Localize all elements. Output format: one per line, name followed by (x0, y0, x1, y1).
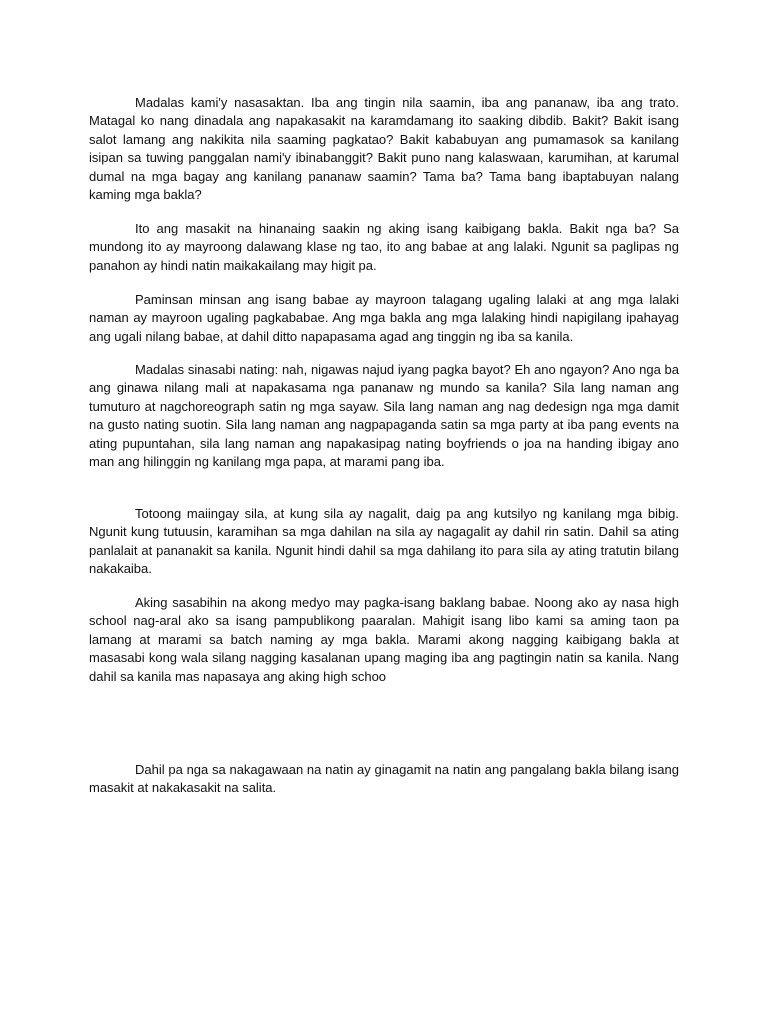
paragraph-7-text: Dahil pa nga sa nakagawaan na natin ay ginagamit na natin ang pangalang bakla bilang isang masakit at nakakasakit na salita. (89, 762, 679, 796)
paragraph-7 (89, 761, 679, 798)
paragraph-5-text: Totoong maiingay sila, at kung sila ay nagalit, daig pa ang kutsilyo ng kanilang mga bibig. Ngunit kung tutuusin, karamihan sa mga dahilan na sila ay nagagalit ay dahil rin satin. Dahil sa ating panlalait at pananakit sa kanila. Ngunit hindi dahil sa mga dahilang ito para sila ay ating tratutin bilang nakakaiba. (89, 506, 679, 577)
paragraph-4 (89, 361, 679, 471)
paragraph-2 (89, 220, 679, 275)
paragraph-1-text: Madalas kami'y nasasaktan. Iba ang tingin nila saamin, iba ang pananaw, iba ang trato. Matagal ko nang dinadala ang napakasakit na karamdamang ito saaking dibdib. Bakit? Bakit isang salot lamang ang nakikita nila saaming pagkatao? Bakit kababuyan ang pumamasok sa kanilang isipan sa tuwing panggalan nami'y ibinabanggit? Bakit puno nang kalaswaan, karumihan, at karumal dumal na mga bagay ang kanilang pananaw saamin? Tama ba? Tama bang ibaptabuyan nalang kaming mga bakla? (89, 95, 679, 203)
paragraph-1 (89, 94, 679, 204)
paragraph-6-text: Aking sasabihin na akong medyo may pagka-isang baklang babae. Noong ako ay nasa high school nag-aral ako sa isang pampublikong paaralan. Mahigit isang libo kami sa aming taon pa lamang at marami sa batch naming ay mga bakla. Marami akong nagging kaibigang bakla at masasabi kong wala silang nagging kasalanan upang maging iba ang pagtingin natin sa kanila. Nang dahil sa kanila mas napasaya ang aking high schoo (89, 595, 679, 684)
paragraph-6 (89, 594, 679, 686)
paragraph-3 (89, 291, 679, 346)
paragraph-2-text: Ito ang masakit na hinanaing saakin ng aking isang kaibigang bakla. Bakit nga ba? Sa mundong ito ay mayroong dalawang klase ng tao, ito ang babae at ang lalaki. Ngunit sa paglipas ng panahon ay hindi natin maikakailang may higit pa. (89, 221, 679, 273)
paragraph-3-text: Paminsan minsan ang isang babae ay mayroon talagang ugaling lalaki at ang mga lalaki naman ay mayroon ugaling pagkababae. Ang mga bakla ang mga lalaking hindi napigilang ipahayag ang ugali nilang babae, at dahil ditto napapasama agad ang tinggin ng iba sa kanila. (89, 292, 679, 344)
paragraph-4-text: Madalas sinasabi nating: nah, nigawas najud iyang pagka bayot? Eh ano ngayon? Ano nga ba ang ginawa nilang mali at napakasama nga pananaw ng mundo sa kanila? Sila lang naman ang tumuturo at nagchoreograph satin ng mga sayaw. Sila lang naman ang nag dedesign nga mga damit na gusto nating suotin. Sila lang naman ang nagpapaganda satin sa mga party at iba pang events na ating pupuntahan, sila lang naman ang napakasipag nating boyfriends o joa na handing ibigay ano man ang hilinggin ng kanilang mga papa, at marami pang iba. (89, 362, 679, 470)
paragraph-5 (89, 505, 679, 579)
